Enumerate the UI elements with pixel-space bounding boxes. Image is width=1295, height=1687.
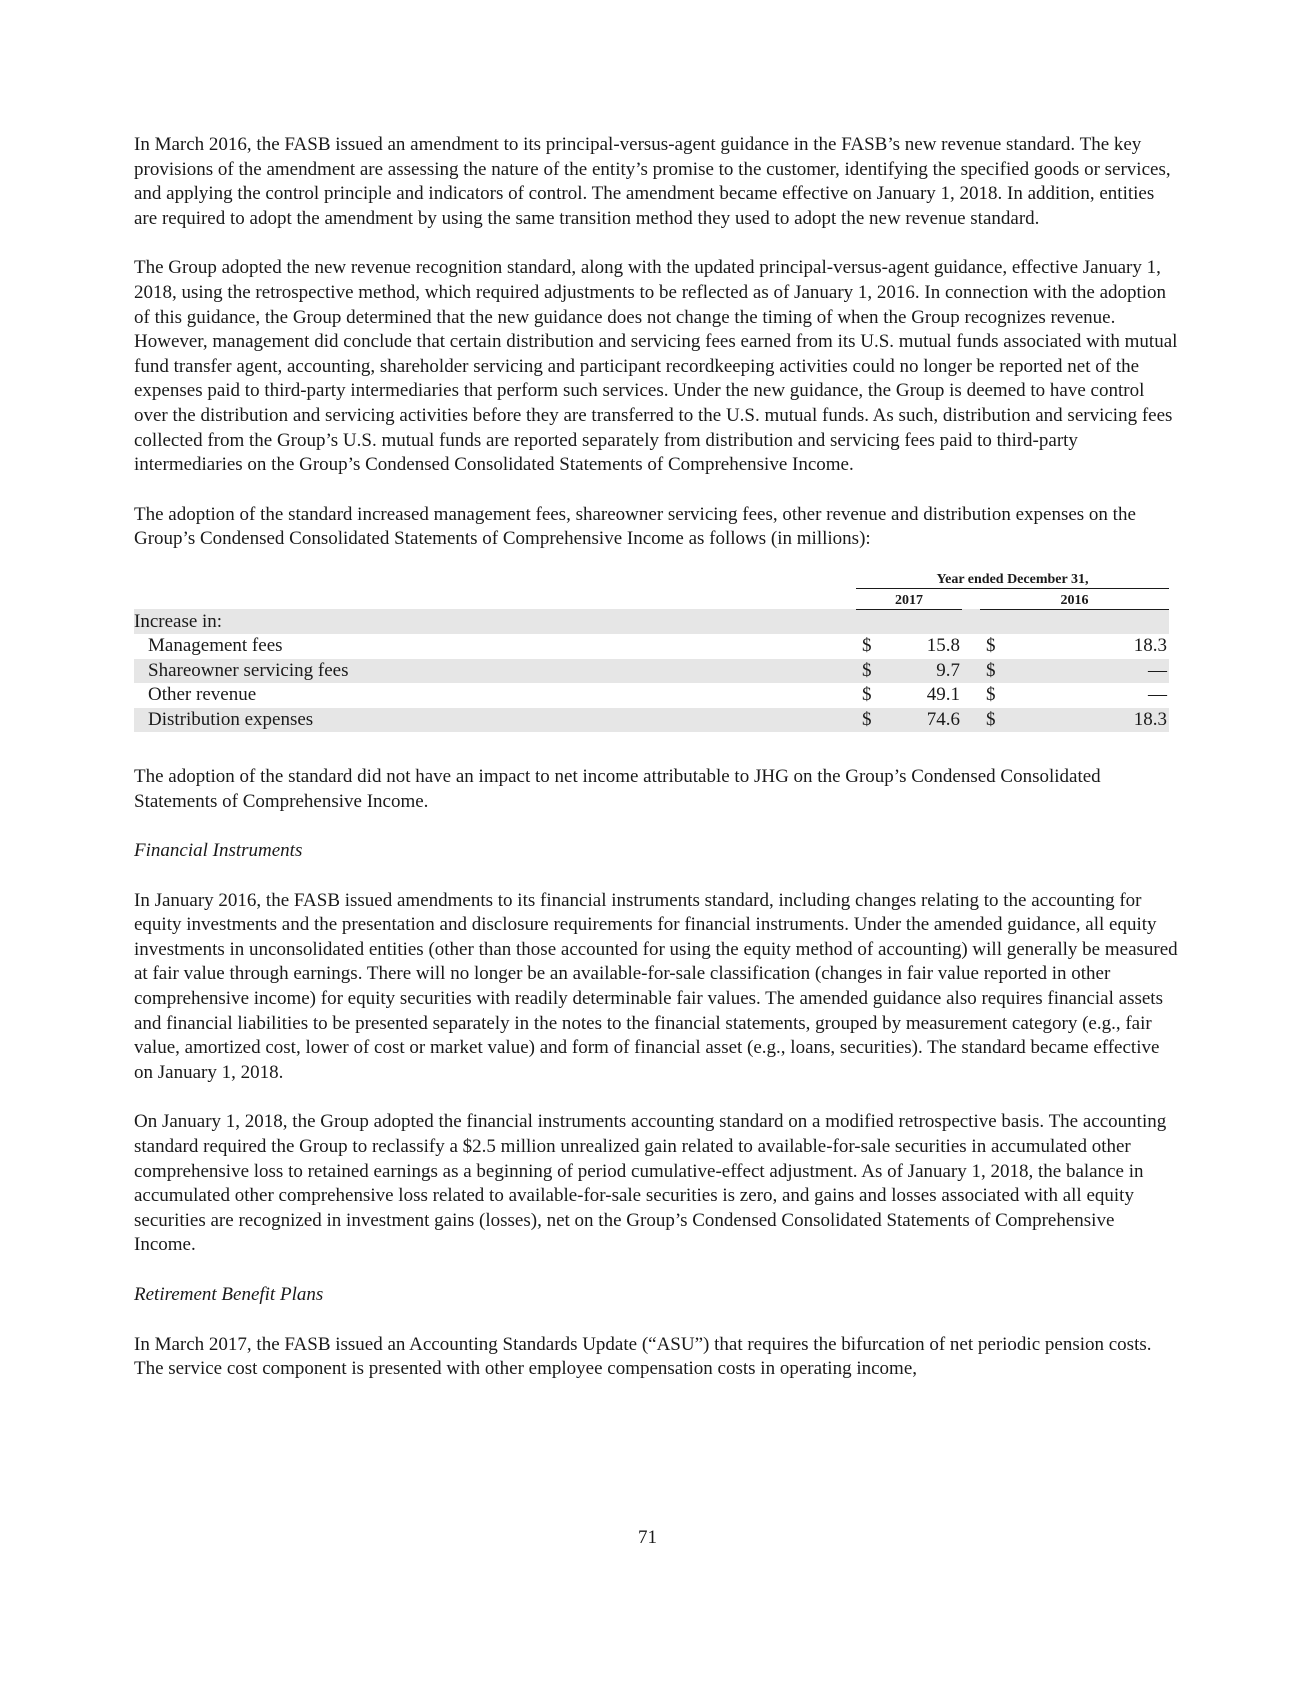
row-label: Shareowner servicing fees (134, 659, 856, 683)
value-2016: 18.3 (1133, 635, 1167, 657)
year-ended-header: Year ended December 31, (856, 570, 1169, 589)
table-row (134, 634, 1169, 658)
year-2016-header: 2016 (980, 588, 1169, 609)
paragraph-financial-instruments-amendment: In January 2016, the FASB issued amendments to its financial instruments standard, including changes relating to the accounting for equity investments and the presentation and disclosure requirements for financial instruments. Under the amended guidance, all equity investments in unconsolidated entities (other than those accounted for using the equity method of accounting) will generally be measured at fair value through earnings. There will no longer be an available-for-sale classification (changes in fair value reported in other comprehensive income) for equity securities with readily determinable fair values. The amended guidance also requires financial assets and financial liabilities to be presented separately in the notes to the financial statements, grouped by measurement category (e.g., fair value, amortized cost, lower of cost or market value) and form of financial asset (e.g., loans, securities). The standard became effective on January 1, 2018. (134, 889, 1178, 1083)
currency-symbol: $ (980, 659, 1008, 683)
currency-symbol: $ (856, 659, 884, 683)
table-row (134, 683, 1169, 707)
currency-symbol: $ (986, 684, 996, 706)
value-2017: 49.1 (926, 684, 960, 706)
table-row (134, 708, 1169, 732)
section-label: Increase in: (134, 609, 856, 634)
revenue-adoption-table (134, 570, 1169, 732)
value-2016: — (1088, 659, 1169, 683)
value-2016: — (1148, 684, 1167, 706)
currency-symbol: $ (862, 684, 872, 706)
table-year-header-row (134, 588, 1169, 609)
paragraph-principal-agent-amendment: In March 2016, the FASB issued an amendment to its principal-versus-agent guidance in the FASB’s new revenue standard. The key provisions of the amendment are assessing the nature of the entity’s promise to the customer, identifying the specified goods or services, and applying the control principle and indicators of control. The amendment became effective on January 1, 2018. In addition, entities are required to adopt the amendment by using the same transition method they used to adopt the new revenue standard. (134, 134, 1171, 229)
currency-symbol: $ (856, 708, 884, 732)
row-label: Other revenue (148, 684, 257, 706)
year-2017-header: 2017 (856, 588, 962, 609)
page-number: 71 (638, 1527, 657, 1548)
paragraph-revenue-recognition-adoption: The Group adopted the new revenue recognition standard, along with the updated principal-versus-agent guidance, effective January 1, 2018, using the retrospective method, which required adjustments to be reflected as of January 1, 2016. In connection with the adoption of this guidance, the Group determined that the new guidance does not change the timing of when the Group recognizes revenue. However, management did conclude that certain distribution and servicing fees earned from its U.S. mutual funds associated with mutual fund transfer agent, accounting, shareholder servicing and participant recordkeeping activities could no longer be reported net of the expenses paid to third-party intermediaries that perform such services. Under the new guidance, the Group is deemed to have control over the distribution and servicing activities before they are transferred to the U.S. mutual funds. As such, distribution and servicing fees collected from the Group’s U.S. mutual funds are reported separately from distribution and servicing fees paid to third-party intermediaries on the Group’s Condensed Consolidated Statements of Comprehensive Income. (134, 257, 1178, 476)
heading-financial-instruments: Financial Instruments (134, 840, 303, 862)
value-2017: 9.7 (884, 659, 962, 683)
paragraph-retirement-asu: In March 2017, the FASB issued an Accounting Standards Update (“ASU”) that requires the bifurcation of net periodic pension costs. The service cost component is presented with other employee compensation costs in operating income, (134, 1333, 1152, 1380)
value-2017: 74.6 (884, 708, 962, 732)
document-page (134, 133, 1179, 1407)
paragraph-net-income-impact: The adoption of the standard did not have an impact to net income attributable to JHG on the Group’s Condensed Consolidated Statements of Comprehensive Income. (134, 765, 1101, 812)
table-row (134, 659, 1169, 683)
row-label: Management fees (148, 635, 283, 657)
value-2017: 15.8 (926, 635, 960, 657)
currency-symbol: $ (862, 635, 872, 657)
table-section-row (134, 609, 1169, 634)
heading-retirement-benefit-plans: Retirement Benefit Plans (134, 1284, 324, 1306)
currency-symbol: $ (986, 635, 996, 657)
paragraph-financial-instruments-adoption: On January 1, 2018, the Group adopted the financial instruments accounting standard on a modified retrospective basis. The accounting standard required the Group to reclassify a $2.5 million unrealized gain related to available-for-sale securities in accumulated other comprehensive loss to retained earnings as a beginning of period cumulative-effect adjustment. As of January 1, 2018, the balance in accumulated other comprehensive loss related to available-for-sale securities is zero, and gains and losses associated with all equity securities are recognized in investment gains (losses), net on the Group’s Condensed Consolidated Statements of Comprehensive Income. (134, 1111, 1167, 1256)
value-2016: 18.3 (1088, 708, 1169, 732)
table-group-header-row (134, 570, 1169, 589)
paragraph-adoption-impact-intro: The adoption of the standard increased management fees, shareowner servicing fees, other revenue and distribution expenses on the Group’s Condensed Consolidated Statements of Comprehensive Income as follows (in millions): (134, 503, 1136, 550)
currency-symbol: $ (980, 708, 1008, 732)
row-label: Distribution expenses (134, 708, 856, 732)
